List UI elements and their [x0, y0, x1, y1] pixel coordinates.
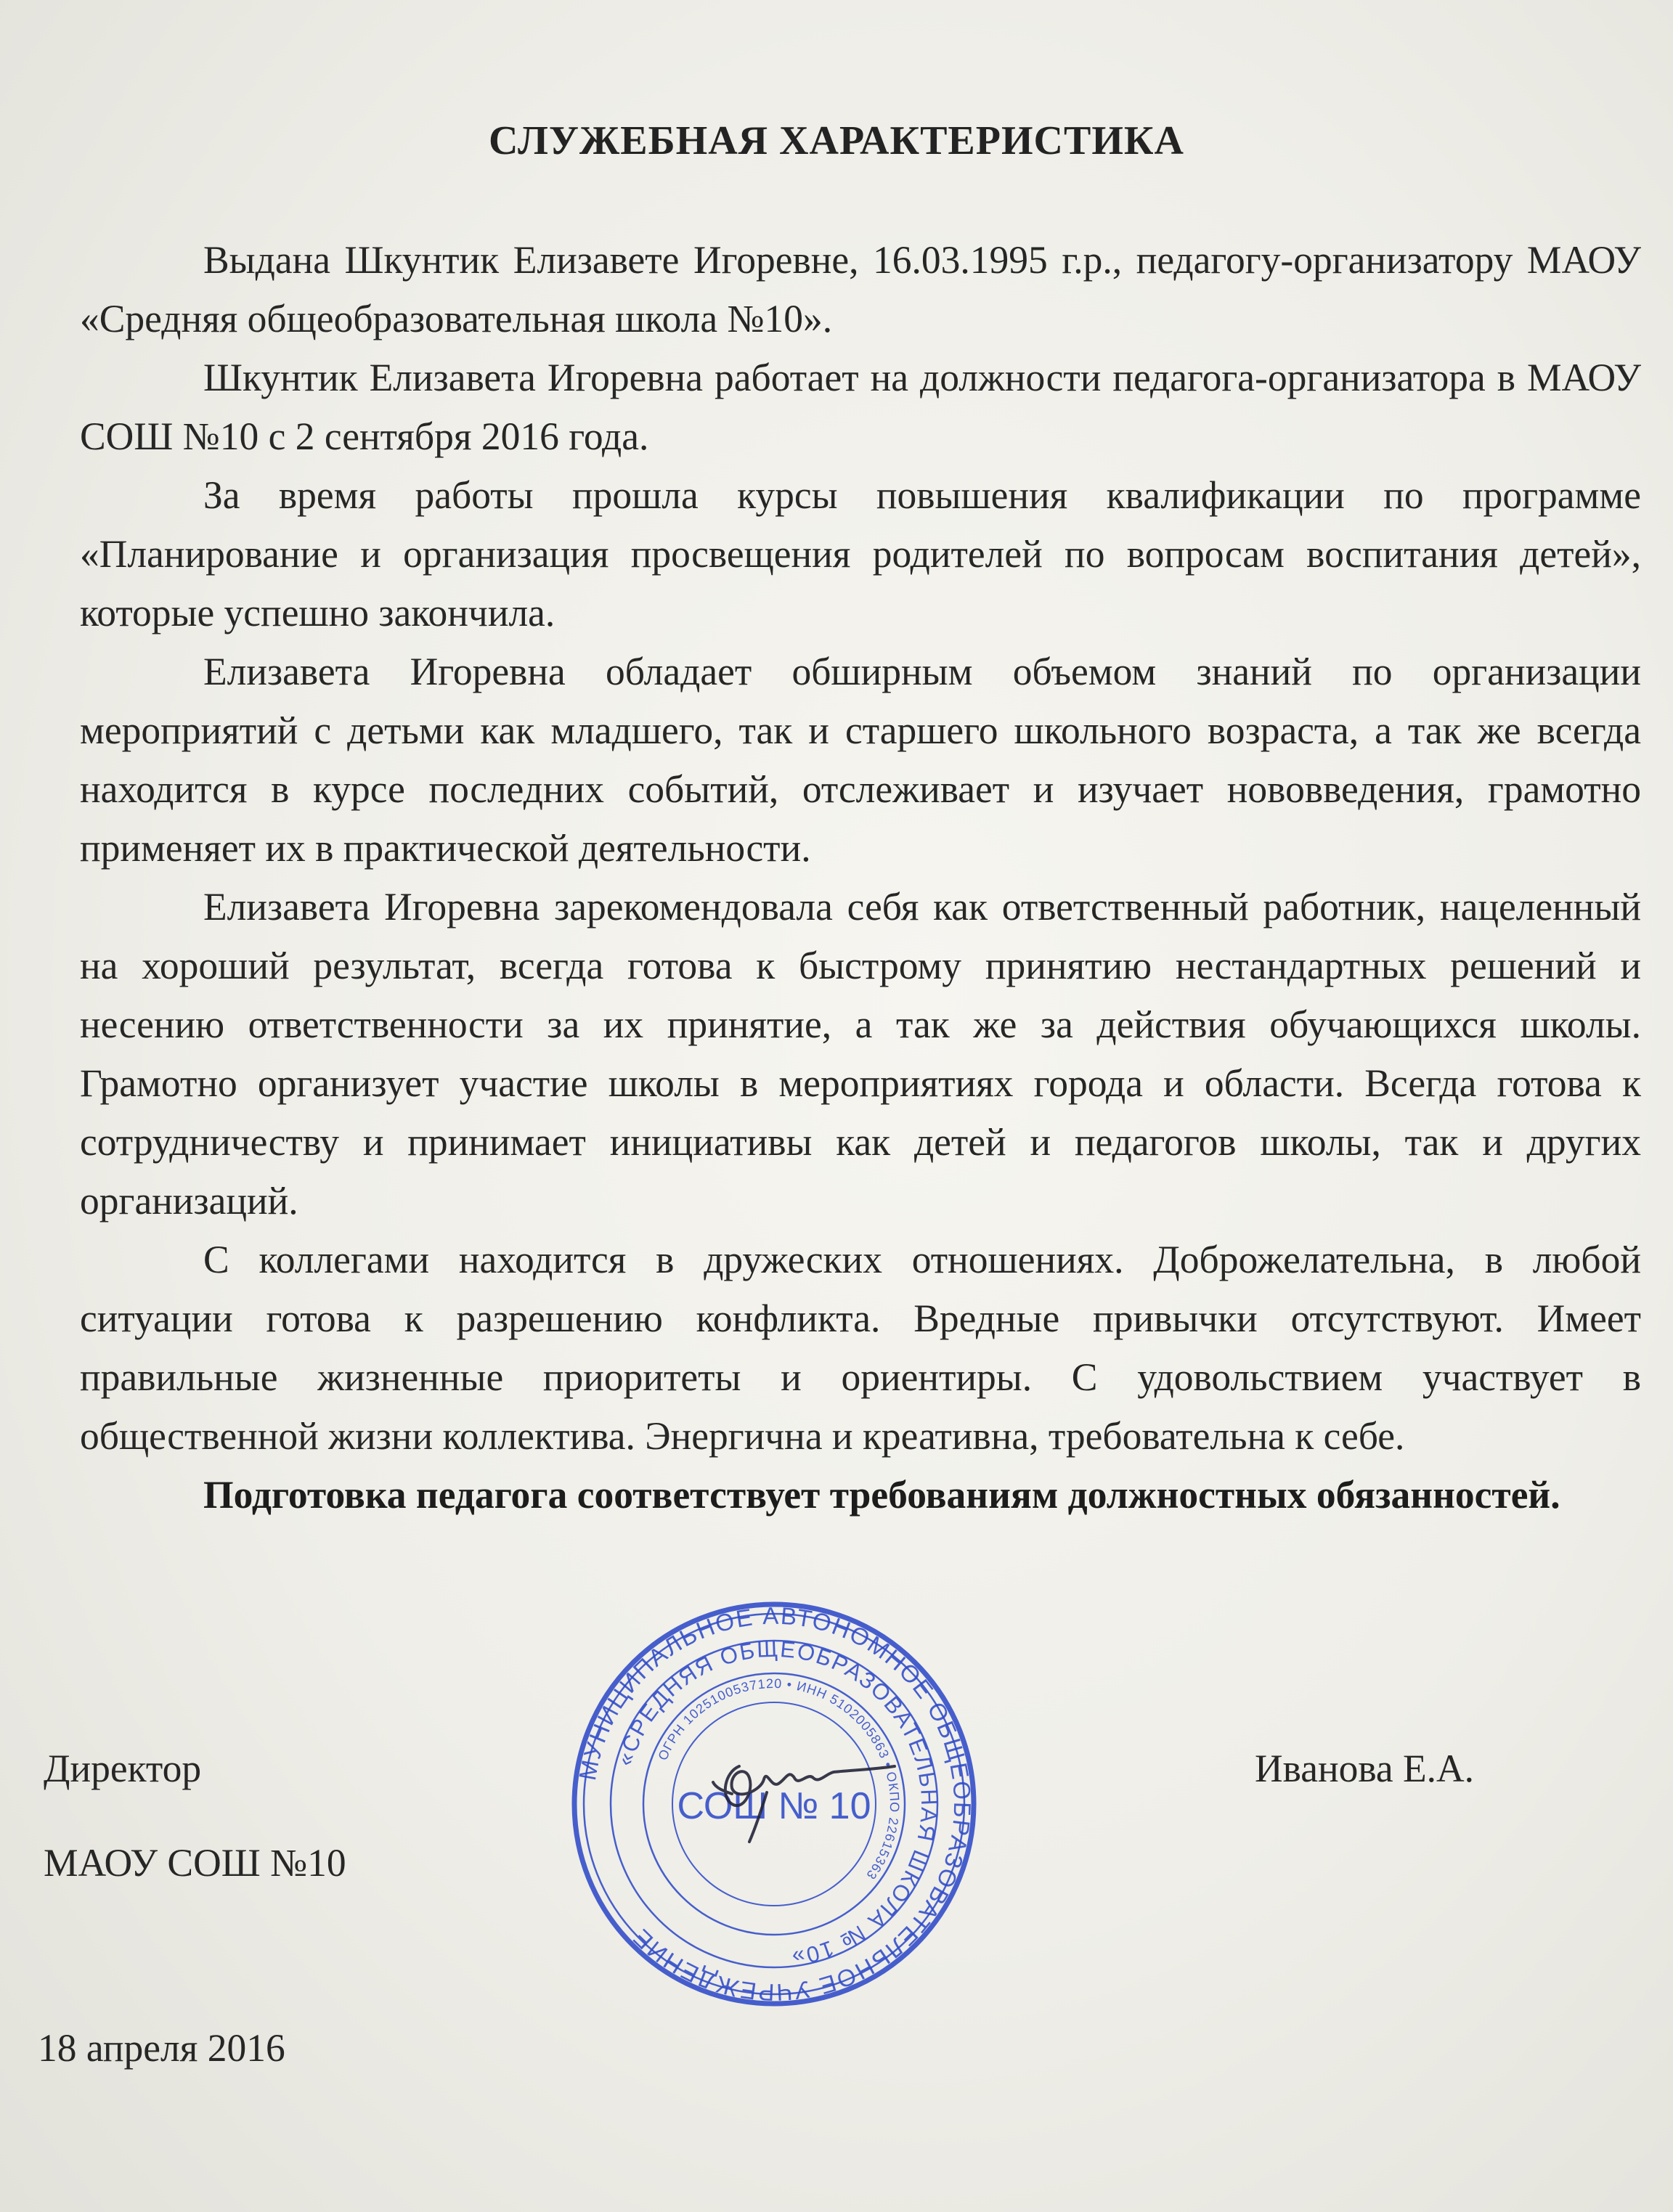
signature-organization: МАОУ СОШ №10 — [44, 1841, 346, 1885]
official-stamp — [571, 1601, 977, 2007]
stamp-outer-text: МУНИЦИПАЛЬНОЕ АВТОНОМНОЕ ОБЩЕОБРАЗОВАТЕЛЬНОЕ УЧРЕЖДЕНИЕ — [574, 1601, 977, 2007]
document-body — [80, 231, 1641, 1525]
signature-position: Директор — [44, 1747, 202, 1790]
paragraph-colleagues: С коллегами находится в дружеских отношениях. Доброжелательна, в любой ситуации готова к разрешению конфликта. Вредные привычки отсутствуют. Имеет правильные жизненные приоритеты и ориентиры. С удовольствием участвует в общественной жизни коллектива. Энергична и креативна, требовательна к себе. — [80, 1238, 1641, 1458]
paragraph-courses: За время работы прошла курсы повышения квалификации по программе «Планирование и организация просвещения родителей по вопросам воспитания детей», которые успешно закончила. — [80, 473, 1641, 634]
stamp-middle-text: «СРЕДНЯЯ ОБЩЕОБРАЗОВАТЕЛЬНАЯ ШКОЛА № 10» — [611, 1636, 943, 1971]
signature-name: Иванова Е.А. — [1255, 1747, 1475, 1790]
paragraph-responsibility: Елизавета Игоревна зарекомендовала себя как ответственный работник, нацеленный на хороший результат, всегда готова к быстрому принятию нестандартных решений и несению ответственности за их принятие, а так же за действия обучающихся школы. Грамотно организует участие школы в мероприятиях города и области. Всегда готова к сотрудничеству и принимает инициативы как детей и педагогов школы, так и других организаций. — [80, 885, 1641, 1223]
paragraph-issued-to: Выдана Шкунтик Елизавете Игоревне, 16.03.1995 г.р., педагогу-организатору МАОУ «Средняя общеобразовательная школа №10». — [80, 238, 1641, 340]
paragraph-position: Шкунтик Елизавета Игоревна работает на должности педагога-организатора в МАОУ СОШ №10 с 2 сентября 2016 года. — [80, 356, 1641, 458]
stamp-center-text: СОШ № 10 — [677, 1785, 871, 1827]
paragraph-conclusion: Подготовка педагога соответствует требованиям должностных обязанностей. — [203, 1473, 1560, 1517]
stamp-inner-text: ОГРН 1025100537120 • ИНН 5102005863 • ОКПО 22615363 — [655, 1676, 903, 1883]
document-date: 18 апреля 2016 — [38, 2026, 285, 2070]
document-title: СЛУЖЕБНАЯ ХАРАКТЕРИСТИКА — [489, 118, 1184, 163]
paragraph-knowledge: Елизавета Игоревна обладает обширным объемом знаний по организации мероприятий с детьми как младшего, так и старшего школьного возраста, а так же всегда находится в курсе последних событий, отслеживает и изучает нововведения, грамотно применяет их в практической деятельности. — [80, 650, 1641, 870]
